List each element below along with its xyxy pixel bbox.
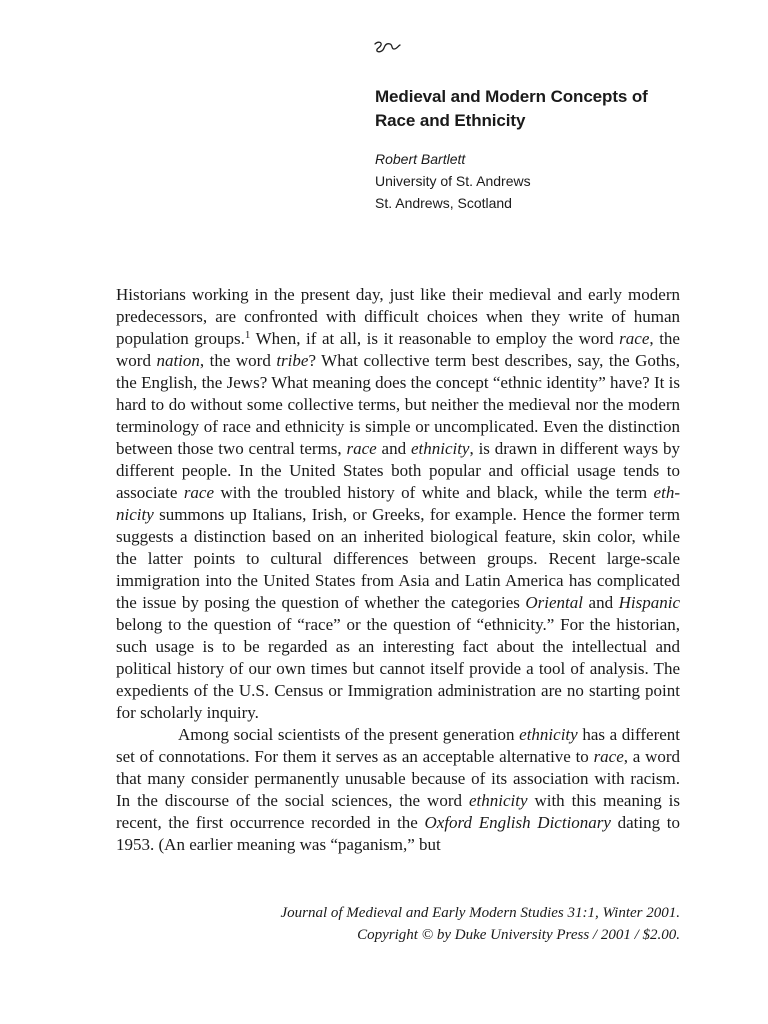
text-run: , the word [199, 351, 277, 370]
text-run: When, if at all, is it reasonable to employ the word [250, 329, 620, 348]
journal-citation [120, 902, 680, 946]
text-run: belong to the question of “race” or the question of “ethnicity.” For the historian, such usage is to be regarded as an interesting fact about the intellectual and political history of our own times but cannot itself provide a tool of analysis. The expedients of the U.S. Census or Immigration administration are no starting point for scholarly inquiry. [116, 615, 680, 722]
article-header [375, 85, 695, 214]
text-run: , the word [116, 329, 680, 370]
author-location: St. Andrews, Scotland [375, 195, 512, 211]
paragraph-1 [116, 284, 680, 724]
citation-line-1: Journal of Medieval and Early Modern Studies 31:1, Winter 2001. [280, 905, 680, 921]
citation-line-2: Copyright © by Duke University Press / 2001 / $2.00. [357, 927, 680, 943]
footnote-marker: 1 [244, 329, 251, 341]
text-run: Among social scientists of the present generation [178, 725, 520, 744]
italic-term: race [619, 329, 650, 348]
text-run: with this meaning is recent, the first occurrence recorded in the [116, 791, 681, 832]
text-run: has a different set of connotations. For them it serves as an acceptable alternative to [116, 725, 680, 766]
italic-term: Oxford English Dictionary [424, 813, 611, 832]
italic-term: race [183, 483, 215, 502]
italic-term: ethnicity [519, 725, 578, 744]
ornament-icon [372, 40, 402, 54]
text-run: , is drawn in different ways by different people. In the United States both popular and official usage tends to associate [116, 439, 680, 502]
title-line-2: Race and Ethnicity [375, 111, 526, 130]
author-name: Robert Bartlett [375, 151, 466, 167]
paragraph-2 [116, 724, 680, 856]
text-run: summons up Italians, Irish, or Greeks, for example. Hence the former term suggests a distinction based on an inherited biological feature, skin color, while the latter points to cultural differences between groups. Recent large-scale immigration into the United States from Asia and Latin America has complicated the issue by posing the question of whether the categories [116, 505, 680, 612]
text-run: with the troubled history of white and black, while the term [214, 483, 654, 502]
italic-term: tribe [276, 351, 309, 370]
title-line-1: Medieval and Modern Concepts of [375, 87, 648, 106]
article-title [375, 85, 695, 133]
author-block [375, 148, 695, 214]
author-affiliation: University of St. Andrews [375, 173, 531, 189]
italic-term: Oriental [525, 593, 583, 612]
article-body [116, 284, 680, 856]
italic-term: race [593, 747, 624, 766]
text-run: Historians working in the present day, just like their medieval and early modern predecessors, are confronted with difficult choices when they write of human population groups. [116, 285, 680, 348]
text-run: dating to 1953. (An earlier meaning was “paganism,” but [116, 813, 680, 854]
italic-term: Hispanic [618, 593, 680, 612]
italic-term: race [346, 439, 377, 458]
text-run: and [376, 439, 411, 458]
italic-term: nation [156, 351, 200, 370]
italic-term: ethnicity [410, 439, 470, 458]
italic-term: ethnicity [468, 791, 528, 810]
text-run: ? What collective term best describes, say, the Goths, the English, the Jews? What meaning does the concept “ethnic identity” have? It is hard to do without some collective terms, but neither the medieval nor the modern terminology of race and ethnicity is simple or uncomplicated. Even the distinction between those two central terms, [116, 351, 680, 458]
italic-term: ethnicity [116, 483, 680, 524]
text-run: , a word that many consider permanently unusable because of its association with racism. In the discourse of the social sciences, the word [116, 747, 681, 810]
text-run: and [583, 593, 619, 612]
